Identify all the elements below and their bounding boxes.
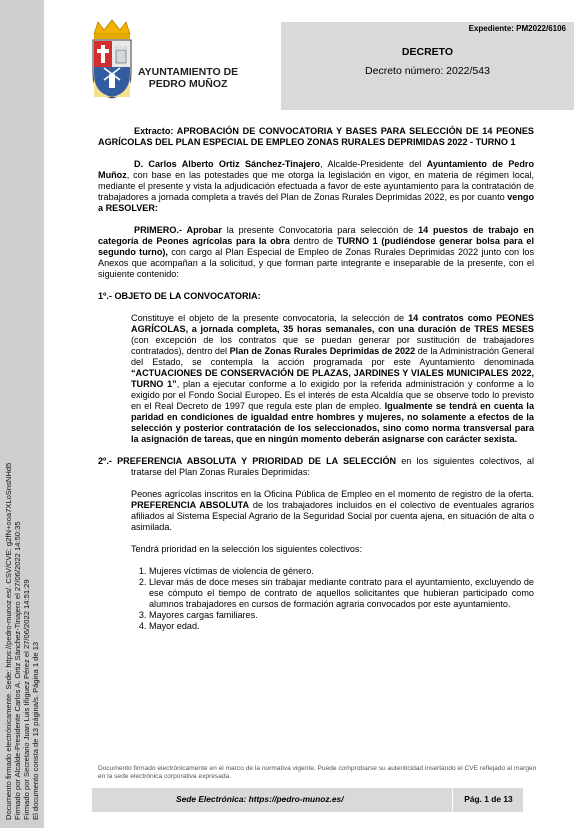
municipality-name [138,66,238,90]
list-item: 4. Mayor edad. [149,621,534,632]
section-text: , plan a ejecutar conforme a lo exigido por la referida administración y conforme a lo exigido por el Fondo Social Europeo. Es el interés de esta Alcaldía que se observe todo lo previsto en el Real Decreto de 1997 que regula este plan de empleo. [131,379,534,411]
logo-line-2: PEDRO MUÑOZ [148,78,228,90]
priority-list [98,566,534,632]
list-item: 1. Mujeres víctimas de violencia de género. [149,566,534,577]
section-text: Constituye el objeto de la presente convocatoria, la selección de [131,313,409,323]
section-bold: 14 contratos como PEONES AGRÍCOLAS, a jornada completa, 35 horas semanales, con una duración de TRES MESES [131,313,534,334]
sidebar-line: El documento consta de 13 página/s. Página 1 de 13 [31,641,40,820]
sidebar-line: Documento firmado electrónicamente. Sede: https://pedro-munoz.es/. CSV/CVE: g2fN+ooa7XLoSnsNHd5 [4,462,13,820]
list-item: 3. Mayores cargas familiares. [149,610,534,621]
footer-bar [92,788,523,812]
extracto-paragraph: Extracto: APROBACIÓN DE CONVOCATORIA Y BASES PARA SELECCIÓN DE 14 PEONES AGRÍCOLAS DEL PLAN ESPECIAL DE EMPLEO ZONAS RURALES DEPRIMIDAS 2022 - TURNO 1 [98,126,534,147]
sidebar-line: Firmado por Alcalde-Presidente Carlos A. Ortiz Sánchez-Tinajero el 27/06/2022 14:50:35 [13,521,22,820]
section-bold: PREFERENCIA ABSOLUTA [131,500,250,510]
intro-text: , con base en las potestades que me otorga la legislación en vigor, en materia de régimen local, mediante el presente y vista la adjudicación efectuada a favor de este ayuntamiento para la contratación de trabajadores a jornada completa a través del Plan de Zonas Rurales Deprimidas 2022, es por cuanto [98,170,534,202]
decree-title: DECRETO [401,46,454,58]
section-text: en los siguientes colectivos, al tratarse del Plan Zonas Rurales Deprimidas: [131,456,534,477]
section-1-paragraph [98,313,534,445]
document-body [98,126,534,632]
primero-text: con cargo al Plan Especial de Empleo de Zonas Rurales Deprimidas 2022 junto con los Anexos que acompañan a la solicitud, y que forman parte integrante e inseparable de la presente, con el siguiente contenido: [98,247,535,279]
mayor-name: D. Carlos Alberto Ortiz Sánchez-Tinajero [134,159,321,169]
signature-sidebar [0,0,44,828]
section-bold: Igualmente se tendrá en cuenta la paridad en condiciones de igualdad entre hombres y mujeres, no solamente a efectos de la selección y posterior contratación de los seleccionados, sino como norma transversal para la asignación de tareas, que en ningún momento deberán asignarse con carácter sexista. [131,401,534,444]
intro-text: , Alcalde-Presidente del [320,159,427,169]
primero-text: dentro de [289,236,337,246]
signature-info [4,350,40,820]
section-2-heading [98,456,534,478]
intro-paragraph [98,159,534,214]
town-hall-name: Ayuntamiento de Pedro Muñoz [98,159,534,180]
primero-paragraph [98,225,534,280]
decree-header [281,22,574,110]
primero-bold: TURNO 1 (pudiéndose generar bolsa para el segundo turno), [98,236,535,257]
sede-link[interactable]: Sede Electrónica: https://pedro-munoz.es/ [176,794,344,804]
section-bold: Plan de Zonas Rurales Deprimidas de 2022 [229,346,416,356]
section-1-heading: 1º.- OBJETO DE LA CONVOCATORIA: [98,291,261,301]
resolve-text: vengo a RESOLVER: [98,192,534,213]
priority-intro: Tendrá prioridad en la selección los siguientes colectivos: [131,544,363,554]
section-text: Peones agrícolas inscritos en la Oficina Pública de Empleo en el momento de registro de la oferta. [131,489,534,499]
page-number: Pág. 1 de 13 [464,794,513,804]
footer-note: Documento firmado electrónicamente en el marco de la normativa vigente. Puede comprobarse su autenticidad insertando el CVE reflejado al margen en la sede electrónica corporativa expresada. [98,765,537,780]
section-text: (con excepción de los contratos que se puedan generar por sustitución de trabajadores contratados), dentro del [131,335,534,356]
expediente-label: Expediente: PM2022/6106 [468,24,566,33]
municipality-logo [90,18,260,100]
list-item: 2. Llevar más de doce meses sin trabajar mediante contrato para el ayuntamiento, excluyendo de ese cómputo el tiempo de contrato de aquellos solicitantes que hubieran participado como alumnos trabajadores en cursos de formación agraria convocados por este ayuntamiento. [149,577,534,610]
primero-text: la presente Convocatoria para selección de [221,225,419,235]
primero-bold: 14 puestos de trabajo en categoría de Peones agrícolas para la obra [98,225,534,246]
decree-number: Decreto número: 2022/543 [365,65,490,77]
page-indicator [452,788,524,812]
section-text: de la Administración General del Estado, se contempla la acción programada por este Ayuntamiento denominada [131,346,534,367]
section-bold: “ACTUACIONES DE CONSERVACIÓN DE PLAZAS, JARDINES Y VIALES MUNICIPALES 2022, TURNO 1” [131,368,534,389]
primero-lead: PRIMERO.- Aprobar [134,225,222,235]
logo-line-1: AYUNTAMIENTO DE [138,66,239,78]
section-2-paragraph [98,489,534,533]
section-2-title: 2º.- PREFERENCIA ABSOLUTA Y PRIORIDAD DE LA SELECCIÓN [98,456,397,466]
section-text: de los trabajadores incluidos en el colectivo de eventuales agrarios afiliados al Sistema Especial Agrario de la Seguridad Social por cuenta ajena, en situación de alta o asimilada. [131,500,534,532]
coat-of-arms-icon [90,18,134,100]
sidebar-line: Firmado por Secretario Juan Luis Iñiguez Pérez el 27/06/2022 14:51:29 [22,579,31,820]
